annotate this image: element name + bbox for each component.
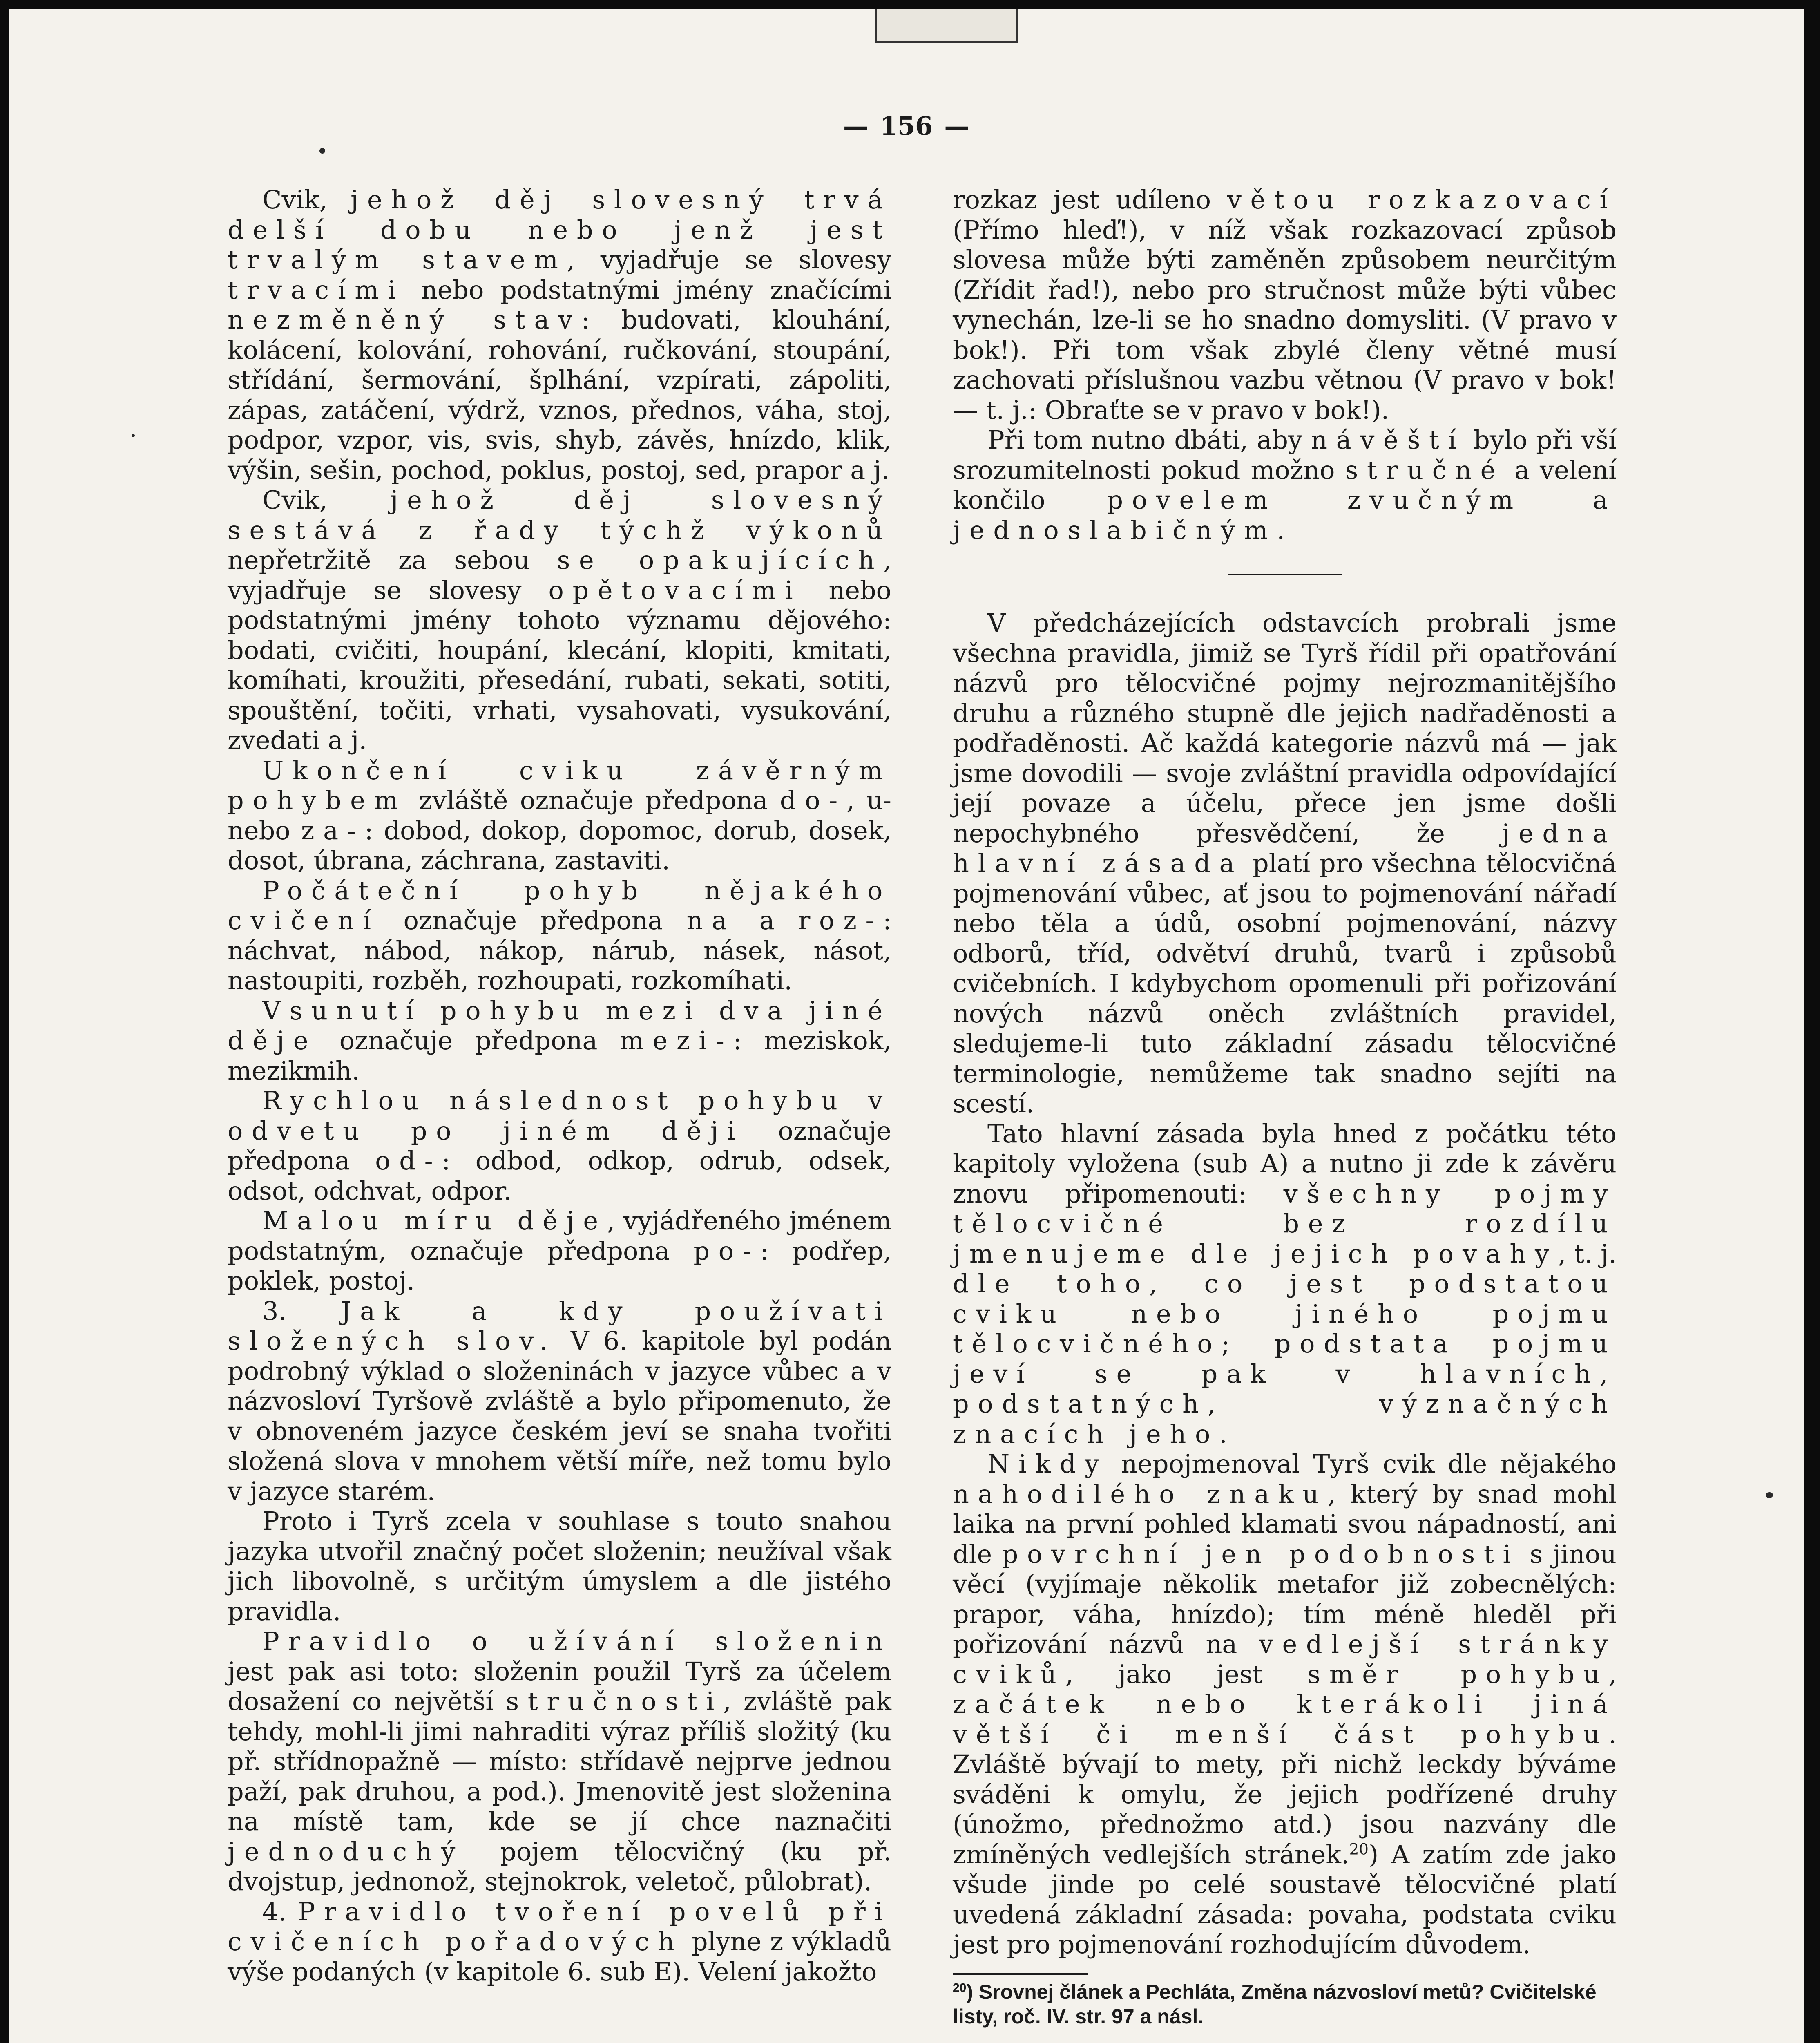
paragraph-vsunuti: Vsunutí pohybu mezi dva jiné děje označuje předpona mezi-: meziskok, mezikmih.	[228, 995, 891, 1086]
paragraph-nikdy: Nikdy nepojmenoval Tyrš cvik dle nějakého nahodilého znaku, který by snad mohl laika na první pohled klamati svou nápadností, ani dle povrchní jen podobnosti s jinou věcí (vyjímaje několik metafor již zobecnělých: prapor, váha, hnízdo); tím méně hleděl při pořizování názvů na vedlejší stránky cviků, jako jest směr pohybu, začátek nebo kterákoli jiná větší či menší část pohybu. Zvláště bývají to mety, při nichž leckdy býváme sváděni k omylu, že jejich podřízené druhy (únožmo, přednožmo atd.) jsou nazvány dle zmíněných vedlejších stránek.$^{20}$) A zatím zde jako všude jinde po celé soustavě tělocvičné platí uvedená základní zásada: povaha, podstata cviku jest pro pojmenování rozhodujícím důvodem.	[953, 1449, 1617, 1959]
paragraph-slozena-slova: 3. Jak a kdy používati složených slov. V 6. kapitole byl podán podrobný výklad o složeninách v jazyce vůbec a v názvosloví Tyršově zvláště a bylo připomenuto, že v obnoveném jazyce českém jeví se snaha tvořiti složená slova v mnohem větší míře, než tomu bylo v jazyce starém.	[228, 1296, 891, 1506]
paragraph-ukonceni: Ukončení cviku závěrným pohybem zvláště označuje předpona do-, u- nebo za-: dobod, dokop, dopomoc, dorub, dosek, dosot, úbrana, záchrana, zastaviti.	[228, 755, 892, 875]
binding-tab	[875, 9, 1018, 43]
paragraph-rychla-naslednost: Rychlou následnost pohybu v odvetu po jiném ději označuje předpona od-: odbod, odkop, odrub, odsek, odsot, odchvat, odpor.	[228, 1086, 891, 1206]
scan-speck	[1766, 1492, 1773, 1498]
scan-speck	[319, 148, 325, 154]
scan-speck	[132, 434, 135, 437]
scanned-page	[9, 9, 1804, 2043]
paragraph-pocatecni: Počáteční pohyb nějakého cvičení označuje předpona na a roz-: náchvat, nábod, nákop, nárub, násek, násot, nastoupiti, rozběh, rozhoupati, rozkomíhati.	[228, 875, 891, 995]
paragraph-rozkaz: rozkaz jest udíleno větou rozkazovací (Přímo hleď!), v níž však rozkazovací způsob slovesa může býti zaměněn způsobem neurčitým (Zřídit řad!), nebo pro stručnost může býti vůbec vynechán, lze-li se ho snadno domysliti. (V pravo v bok!). Při tom však zbylé členy větné musí zachovati příslušnou vazbu větnou (V pravo v bok! — t. j.: Obraťte se v pravo v bok!).	[953, 185, 1617, 425]
paragraph-proto-tyrs: Proto i Tyrš zcela v souhlase s touto snahou jazyka utvořil značný počet složenin; neužíval však jich libovolně, s určitým úmyslem a dle jistého pravidla.	[228, 1506, 891, 1626]
paragraph-naveste: Při tom nutno dbáti, aby návěští bylo při vší srozumitelnosti pokud možno stručné a velení končilo povelem zvučným a jednoslabičným.	[953, 425, 1617, 545]
page-number: — 156 —	[843, 111, 970, 141]
paragraph-mala-mira: Malou míru děje, vyjádřeného jménem podstatným, označuje předpona po-: podřep, poklek, postoj.	[228, 1206, 892, 1296]
paragraph-pravidlo-slozenin: Pravidlo o užívání složenin jest pak asi toto: složenin použil Tyrš za účelem dosažení co největší stručnosti, zvláště pak tehdy, mohl-li jimi nahraditi výraz příliš složitý (ku př. střídnopažně — místo: střídavě nejprve jednou paží, pak druhou, a pod.). Jmenovitě jest složenina na místě tam, kde se jí chce naznačiti jednoduchý pojem tělocvičný (ku př. dvojstup, jednonož, stejnokrok, veletoč, půlobrat).	[228, 1626, 891, 1896]
footnote-mark: 20	[953, 1980, 967, 1994]
left-column	[228, 185, 891, 1987]
footnote-ref: 20	[1349, 1840, 1369, 1858]
paragraph-opetovaci: Cvik, jehož děj slovesný sestává z řady týchž výkonů nepřetržitě za sebou se opakujících, vyjadřuje se slovesy opětovacími nebo podstatnými jmény tohoto významu dějového: bodati, cvičiti, houpání, klecání, klopiti, kmitati, komíhati, kroužiti, přesedání, rubati, sekati, sotiti, spouštění, točiti, vrhati, vysahovati, vysukování, zvedati a j.	[228, 485, 891, 755]
right-column	[953, 185, 1617, 2029]
footnote-rule	[953, 1973, 1088, 1975]
footnote: $^{20}$) Srovnej článek a Pechláta, Změna názvosloví metů? Cvičitelské listy, roč. IV. str. 97 a násl.	[953, 1980, 1597, 2028]
paragraph-pravidlo-povelu: 4. Pravidlo tvoření povelů při cvičeních pořadových plyne z výkladů výše podaných (v kapitole 6. sub E). Velení jakožto	[228, 1896, 891, 1987]
paragraph-predchazejici: V předcházejících odstavcích probrali jsme všechna pravidla, jimiž se Tyrš řídil při opatřování názvů pro tělocvičné pojmy nejrozmanitějšího druhu a různého stupně dle jejich nadřaděnosti a podřaděnosti. Ač každá kategorie názvů má — jak jsme dovodili — svoje zvláštní pravidla odpovídající její povaze a účelu, přece jen jsme došli nepochybného přesvědčení, že jedna hlavní zásada platí pro všechna tělocvičná pojmenování vůbec, ať jsou to pojmenování nářadí nebo těla a údů, osobní pojmenování, názvy odborů, tříd, odvětví druhů, tvarů i způsobů cvičebních. I kdybychom opomenuli při pořizování nových názvů oněch zvláštních pravidel, sledujeme-li tuto základní zásadu tělocvičné terminologie, nemůžeme tak snadno sejíti na scestí.	[953, 608, 1617, 1118]
paragraph-hlavni-zasada: Tato hlavní zásada byla hned z počátku této kapitoly vyložena (sub A) a nutno ji zde k závěru znovu připomenouti: všechny pojmy tělocvičné bez rozdílu jmenujeme dle jejich povahy, t. j. dle toho, co jest podstatou cviku nebo jiného pojmu tělocvičného; podstata pojmu jeví se pak v hlavních, podstatných, význačných znacích jeho.	[953, 1118, 1617, 1449]
paragraph-trvaci: Cvik, jehož děj slovesný trvá delší dobu nebo jenž jest trvalým stavem, vyjadřuje se slovesy trvacími nebo podstatnými jmény značícími nezměněný stav: budovati, klouhání, kolácení, kolování, rohování, ručkování, stoupání, střídání, šermování, šplhání, vzpírati, zápoliti, zápas, zatáčení, výdrž, vznos, přednos, váha, stoj, podpor, vzpor, vis, svis, shyb, závěs, hnízdo, klik, výšin, sešin, pochod, poklus, postoj, sed, prapor a j.	[228, 185, 891, 485]
section-separator	[1228, 574, 1342, 575]
